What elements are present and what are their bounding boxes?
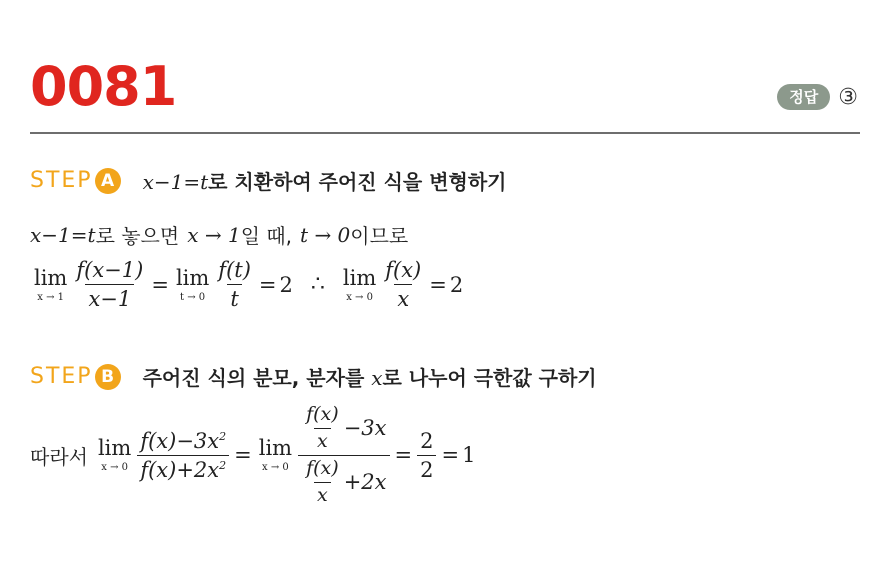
step-b-title-math: x (371, 366, 383, 390)
equals-sign: = (394, 443, 413, 468)
fraction-5-denominator: 2 (417, 455, 436, 482)
equals-sign: = (234, 443, 252, 468)
fraction-3-denominator: x (394, 284, 412, 311)
compound-fraction (298, 404, 389, 506)
step-a-word: STEP (30, 168, 93, 193)
step-b-word: STEP (30, 364, 93, 389)
lim-subscript: x → 1 (37, 291, 65, 303)
step-b-title-text-1: 주어진 식의 분모, 분자를 (142, 366, 365, 390)
fraction-1-numerator: f(x−1) (76, 258, 144, 282)
lim-word: lim (258, 436, 293, 461)
inner-bottom-denominator: x (314, 482, 331, 507)
result-2: 2 (449, 272, 464, 297)
line1-math-1: x−1=t (30, 222, 96, 247)
step-a-title (143, 166, 507, 195)
compound-fraction-numerator (298, 404, 389, 455)
fraction-4 (137, 429, 229, 482)
step-b-title (143, 362, 597, 391)
step-a-title-math: x−1=t (142, 170, 209, 194)
lim-subscript: x → 0 (262, 462, 289, 474)
fraction-3 (382, 258, 424, 311)
header-divider (30, 132, 860, 134)
lim-word: lim (175, 265, 210, 290)
lim-subscript: x → 0 (101, 462, 129, 474)
fraction-3-numerator: f(x) (385, 258, 422, 282)
lim-subscript: t → 0 (180, 291, 206, 303)
step-a-letter-icon: A (95, 168, 121, 194)
limit-3 (343, 267, 376, 303)
inner-fraction-top (303, 404, 342, 453)
line1-math-2: x → 1 (187, 222, 241, 247)
step-a-heading (30, 166, 506, 195)
fraction-1-denominator: x−1 (85, 284, 134, 311)
step-a-title-text: 로 치환하여 주어진 식을 변형하기 (208, 170, 507, 194)
final-result: 1 (462, 443, 476, 468)
line1-text-1: 로 놓으면 (95, 224, 180, 248)
equals-sign: = (151, 272, 169, 297)
answer-value: ③ (838, 84, 858, 110)
step-b-letter-icon: B (95, 364, 121, 390)
lim-subscript: x → 0 (346, 291, 373, 303)
fraction-4-denominator-exponent: 2 (219, 458, 227, 472)
answer-badge: 정답 (777, 84, 830, 110)
inner-bottom-tail: +2x (343, 469, 387, 494)
fraction-4-numerator (137, 429, 229, 455)
fraction-4-numerator-exponent: 2 (219, 429, 227, 443)
fraction-2-denominator: t (227, 284, 241, 311)
limit-5 (259, 437, 292, 473)
fraction-2-numerator: f(t) (218, 258, 251, 282)
compound-fraction-denominator (298, 455, 389, 507)
step-b-title-text-2: 로 나누어 극한값 구하기 (382, 366, 597, 390)
equals-sign: = (441, 443, 460, 468)
line1-text-3: 이므로 (350, 224, 409, 248)
step-b-heading (30, 362, 597, 391)
equation-2 (30, 404, 475, 506)
eq2-prefix: 따라서 (30, 444, 88, 469)
inner-fraction-bottom (303, 458, 342, 507)
equals-sign: = (258, 272, 277, 297)
limit-1 (34, 267, 67, 303)
inner-top-tail: −3x (343, 416, 387, 441)
line1-text-2: 일 때, (240, 224, 293, 248)
fraction-5-numerator: 2 (420, 428, 434, 453)
answer-area (777, 84, 858, 110)
fraction-5 (417, 429, 436, 482)
fraction-4-numerator-text: f(x)−3x (140, 428, 220, 453)
fraction-1 (73, 258, 146, 311)
lim-word: lim (34, 265, 68, 290)
line1-math-3: t → 0 (300, 222, 351, 247)
inner-top-denominator: x (314, 428, 331, 453)
fraction-2 (215, 258, 254, 311)
limit-4 (98, 437, 131, 473)
problem-number: 0081 (30, 55, 177, 118)
inner-bottom-numerator: f(x) (306, 456, 339, 479)
fraction-4-denominator (137, 455, 229, 482)
inner-top-numerator: f(x) (306, 403, 339, 425)
lim-word: lim (342, 265, 377, 290)
limit-2 (176, 267, 209, 303)
equation-1 (30, 258, 463, 311)
equals-sign: = (429, 272, 447, 297)
lim-word: lim (97, 436, 132, 461)
result-1: 2 (279, 272, 293, 297)
fraction-4-denominator-text: f(x)+2x (140, 457, 220, 482)
therefore-symbol: ∴ (310, 272, 325, 298)
substitution-line (30, 220, 408, 249)
